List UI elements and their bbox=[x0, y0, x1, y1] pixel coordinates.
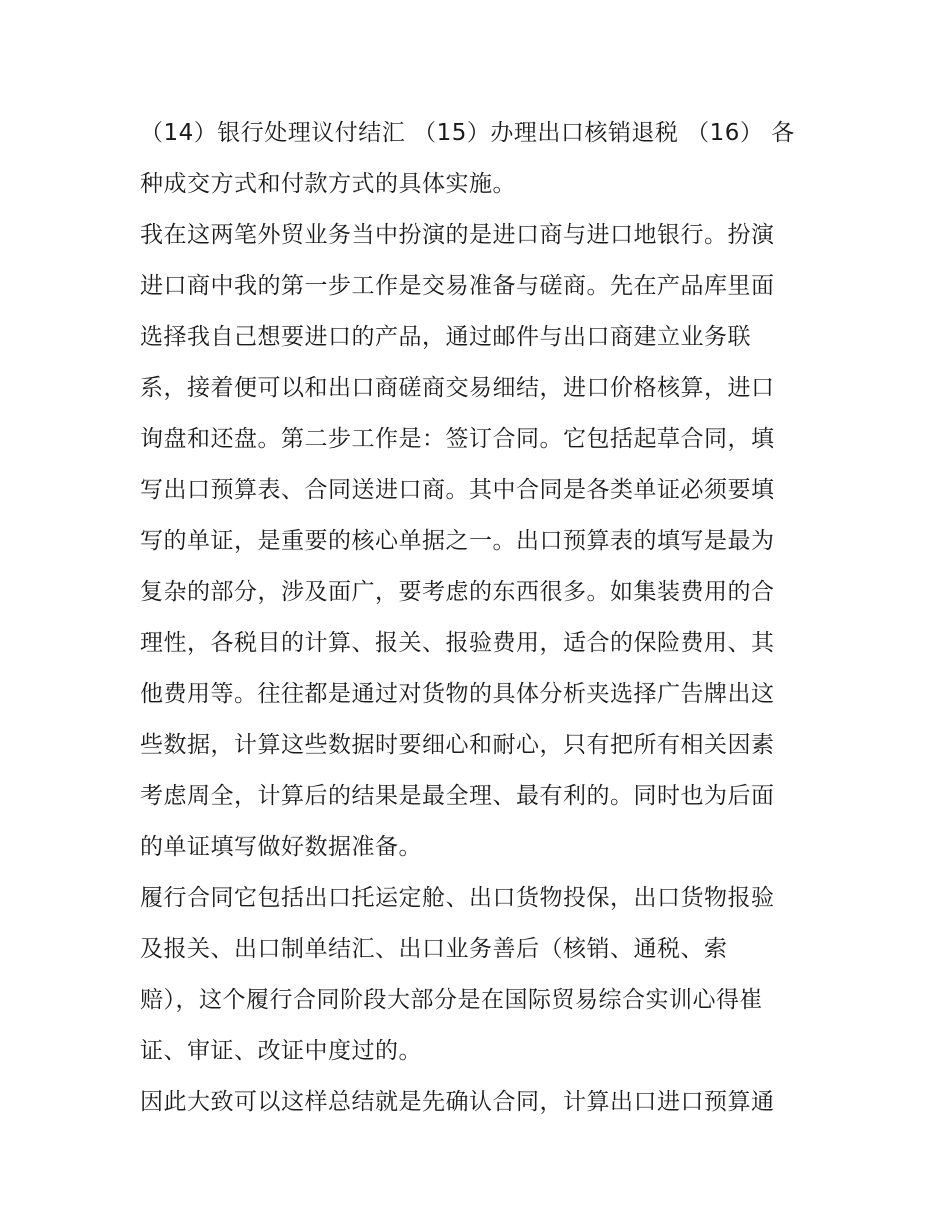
text-line: 写出口预算表、合同送进口商。其中合同是各类单证必须要填 bbox=[140, 477, 775, 503]
text-line: 理性，各税目的计算、报关、报验费用，适合的保险费用、其 bbox=[140, 630, 775, 656]
text-line: 他费用等。往往都是通过对货物的具体分析夹选择广告牌出这 bbox=[140, 681, 775, 707]
text-line: 赔），这个履行合同阶段大部分是在国际贸易综合实训心得崔 bbox=[140, 987, 763, 1013]
text-line: 些数据，计算这些数据时要细心和耐心，只有把所有相关因素 bbox=[140, 732, 775, 758]
text-line: 证、审证、改证中度过的。 bbox=[140, 1038, 422, 1064]
text-line: 进口商中我的第一步工作是交易准备与磋商。先在产品库里面 bbox=[140, 273, 775, 299]
text-line: 因此大致可以这样总结就是先确认合同，计算出口进口预算通 bbox=[140, 1089, 775, 1115]
text-line: 履行合同它包括出口托运定舱、出口货物投保，出口货物报验 bbox=[140, 885, 775, 911]
text-line: 种成交方式和付款方式的具体实施。 bbox=[140, 171, 516, 197]
text-line: 写的单证，是重要的核心单据之一。出口预算表的填写是最为 bbox=[140, 528, 775, 554]
text-line: 选择我自己想要进口的产品，通过邮件与出口商建立业务联 bbox=[140, 324, 751, 350]
text-line: 的单证填写做好数据准备。 bbox=[140, 834, 422, 860]
text-line: 复杂的部分，涉及面广，要考虑的东西很多。如集装费用的合 bbox=[140, 579, 775, 605]
text-line: 询盘和还盘。第二步工作是：签订合同。它包括起草合同，填 bbox=[140, 426, 775, 452]
text-line: 考虑周全，计算后的结果是最全理、最有利的。同时也为后面 bbox=[140, 783, 775, 809]
text-line: （14）银行处理议付结汇 （15）办理出口核销退税 （16） 各 bbox=[140, 120, 795, 146]
text-line: 系，接着便可以和出口商磋商交易细结，进口价格核算，进口 bbox=[140, 375, 775, 401]
document-body bbox=[140, 108, 820, 1128]
text-line: 及报关、出口制单结汇、出口业务善后（核销、通税、索 bbox=[140, 936, 728, 962]
text-line: 我在这两笔外贸业务当中扮演的是进口商与进口地银行。扮演 bbox=[140, 222, 775, 248]
